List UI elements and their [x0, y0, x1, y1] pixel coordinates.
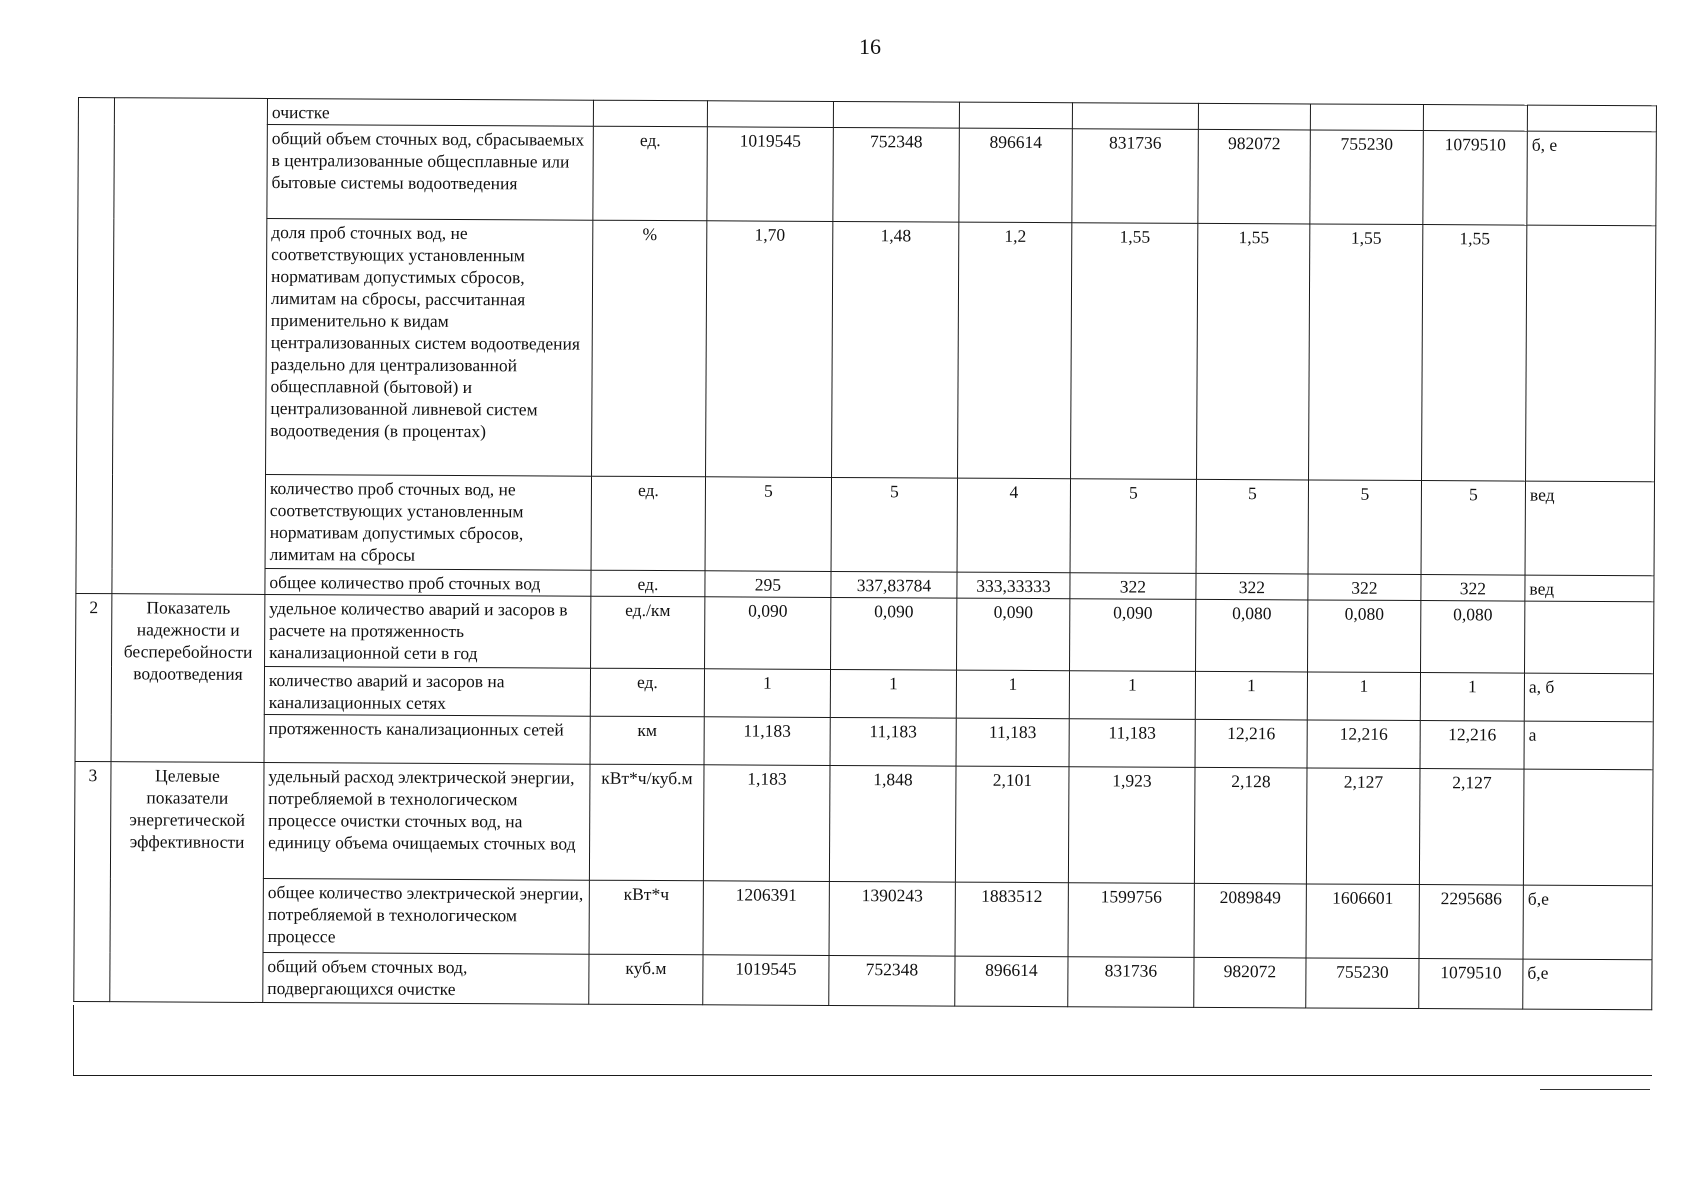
indicator-name-cell: общий объем сточных вод, сбрасываемых в централизованные общесплавные или бытовые системы водоотведения	[267, 124, 593, 220]
value-cell: 1019545	[707, 127, 833, 222]
unit-cell	[593, 100, 707, 127]
value-cell: 1,923	[1068, 767, 1195, 884]
value-cell: 1,55	[1309, 224, 1423, 481]
value-cell: 5	[1070, 479, 1196, 574]
row-number-cell: 3	[74, 761, 111, 1001]
value-cell: 2089849	[1194, 883, 1306, 958]
value-cell: 752348	[833, 127, 959, 222]
value-cell: 11,183	[1069, 719, 1195, 768]
indicator-name-cell: очистке	[267, 98, 593, 126]
value-cell: 755230	[1306, 958, 1419, 1009]
table-row	[76, 473, 1654, 575]
value-cell: 1,70	[706, 221, 833, 478]
value-cell: 1	[1195, 671, 1307, 720]
value-cell: 1206391	[703, 881, 829, 956]
page-number: 16	[859, 34, 881, 59]
value-cell: 982072	[1198, 129, 1310, 224]
value-cell	[833, 101, 959, 128]
value-cell: 0,090	[957, 598, 1070, 671]
source-cell: вед	[1525, 575, 1654, 602]
value-cell: 1	[1069, 671, 1195, 720]
value-cell: 5	[1308, 480, 1421, 575]
value-cell: 2,127	[1306, 768, 1420, 885]
value-cell: 1606601	[1306, 884, 1419, 959]
indicator-name-cell: общий объем сточных вод, подвергающихся очистке	[263, 952, 589, 1004]
value-cell: 1,55	[1422, 225, 1527, 482]
value-cell	[1423, 105, 1527, 132]
value-cell: 5	[1196, 479, 1308, 574]
source-cell: вед	[1525, 481, 1654, 576]
value-cell: 1019545	[703, 955, 829, 1006]
indicator-group-cell: Показатель надежности и бесперебойности водоотведения	[111, 594, 265, 763]
value-cell: 12,216	[1420, 721, 1524, 770]
bottom-line	[1540, 1089, 1650, 1090]
value-cell: 322	[1421, 575, 1525, 602]
value-cell: 1	[1307, 672, 1420, 721]
value-cell	[1310, 104, 1423, 131]
value-cell: 11,183	[956, 718, 1069, 767]
value-cell: 5	[1421, 481, 1525, 576]
unit-cell: куб.м	[589, 954, 703, 1005]
value-cell: 295	[705, 571, 831, 598]
value-cell: 1,183	[703, 765, 830, 882]
unit-cell: ед./км	[591, 596, 705, 669]
value-cell: 333,33333	[957, 572, 1070, 599]
unit-cell: ед.	[590, 668, 704, 717]
value-cell: 1	[704, 669, 830, 718]
indicator-name-cell: общее количество проб сточных вод	[265, 568, 591, 596]
value-cell: 322	[1308, 574, 1421, 601]
value-cell: 5	[831, 477, 957, 572]
unit-cell: %	[592, 220, 707, 477]
value-cell: 11,183	[830, 717, 956, 766]
table-row	[75, 713, 1653, 769]
value-cell: 0,090	[831, 597, 957, 670]
value-cell: 831736	[1068, 957, 1194, 1008]
value-cell: 337,83784	[831, 571, 957, 598]
indicator-name-cell: количество аварий и засоров на канализационных сетях	[264, 666, 590, 716]
value-cell: 1390243	[829, 881, 955, 956]
value-cell: 0,090	[1070, 599, 1196, 672]
value-cell: 1	[956, 670, 1069, 719]
value-cell: 11,183	[704, 717, 830, 766]
value-cell	[1072, 103, 1198, 130]
indicator-name-cell: доля проб сточных вод, не соответствующих установленным нормативам допустимых сбросов, лимитам на сбросы, рассчитанная применительно к видам централизованных систем водоотведения раздельно для централизованной общесплавной (бытовой) и централизованной ливневой систем водоотведения (в процентах)	[266, 218, 593, 476]
table-row	[75, 665, 1653, 721]
unit-cell: ед.	[591, 476, 705, 571]
value-cell: 752348	[829, 955, 955, 1006]
value-cell: 1,55	[1197, 223, 1310, 480]
value-cell: 1,848	[829, 765, 956, 882]
indicator-name-cell: удельный расход электрической энергии, потребляемой в технологическом процессе очистки сточных вод, на единицу объема очищаемых сточных вод	[263, 762, 590, 880]
value-cell: 896614	[955, 956, 1068, 1007]
table-row	[77, 218, 1656, 482]
value-cell: 0,080	[1308, 600, 1421, 673]
value-cell: 322	[1196, 573, 1308, 600]
value-cell: 1,2	[958, 222, 1072, 479]
value-cell: 1079510	[1419, 959, 1523, 1010]
value-cell: 1	[830, 669, 956, 718]
table-row	[74, 877, 1652, 959]
indicator-group-cell	[112, 98, 268, 595]
source-cell	[1526, 225, 1656, 482]
value-cell: 5	[705, 477, 831, 572]
value-cell: 4	[957, 478, 1070, 573]
table-row	[78, 124, 1656, 226]
value-cell: 0,080	[1196, 599, 1308, 672]
value-cell: 0,090	[705, 597, 831, 670]
indicator-name-cell: удельное количество аварий и засоров в расчете на протяженность канализационной сети в год	[265, 594, 591, 668]
value-cell: 1079510	[1423, 131, 1527, 226]
bottom-frame	[73, 1005, 1652, 1076]
source-cell: а, б	[1524, 673, 1653, 722]
source-cell: а	[1524, 721, 1653, 770]
source-cell: б,е	[1523, 885, 1652, 960]
row-number-cell	[76, 98, 115, 594]
value-cell: 2295686	[1419, 885, 1523, 960]
value-cell: 982072	[1194, 957, 1306, 1008]
unit-cell: кВт*ч/куб.м	[589, 764, 704, 881]
row-number-cell: 2	[75, 593, 112, 761]
source-cell: б, е	[1527, 131, 1656, 226]
table-row	[76, 593, 1654, 673]
value-cell	[959, 102, 1072, 129]
value-cell: 1599756	[1068, 883, 1194, 958]
source-cell	[1527, 105, 1656, 132]
source-cell	[1525, 601, 1654, 674]
source-cell: б,е	[1523, 959, 1652, 1010]
unit-cell: ед.	[593, 126, 707, 221]
indicator-group-cell: Целевые показатели энергетической эффективности	[110, 762, 264, 1003]
value-cell: 1	[1420, 673, 1524, 722]
value-cell: 1,55	[1071, 223, 1198, 480]
value-cell: 831736	[1072, 129, 1198, 224]
table-row	[74, 951, 1652, 1009]
indicator-name-cell: протяженность канализационных сетей	[264, 714, 590, 764]
value-cell: 2,101	[955, 766, 1069, 883]
value-cell: 755230	[1310, 130, 1423, 225]
indicator-table	[73, 97, 1657, 1010]
value-cell: 12,216	[1195, 719, 1307, 768]
unit-cell: ед.	[591, 570, 705, 597]
value-cell: 1883512	[955, 882, 1068, 957]
value-cell: 2,128	[1194, 767, 1307, 884]
value-cell: 12,216	[1307, 720, 1420, 769]
unit-cell: кВт*ч	[589, 880, 703, 955]
unit-cell: км	[590, 716, 704, 765]
source-cell	[1523, 769, 1653, 886]
value-cell: 322	[1070, 573, 1196, 600]
value-cell: 896614	[959, 128, 1072, 223]
value-cell: 2,127	[1419, 769, 1524, 886]
indicator-name-cell: общее количество электрической энергии, потребляемой в технологическом процессе	[263, 878, 589, 954]
value-cell	[1198, 103, 1310, 130]
value-cell: 1,48	[832, 221, 959, 478]
value-cell	[707, 101, 833, 128]
value-cell: 0,080	[1421, 601, 1525, 674]
table-row	[74, 761, 1653, 885]
indicator-name-cell: количество проб сточных вод, не соответствующих установленным нормативам допустимых сбросов, лимитам на сбросы	[265, 474, 591, 570]
indicator-table-wrapper	[73, 97, 1657, 1010]
